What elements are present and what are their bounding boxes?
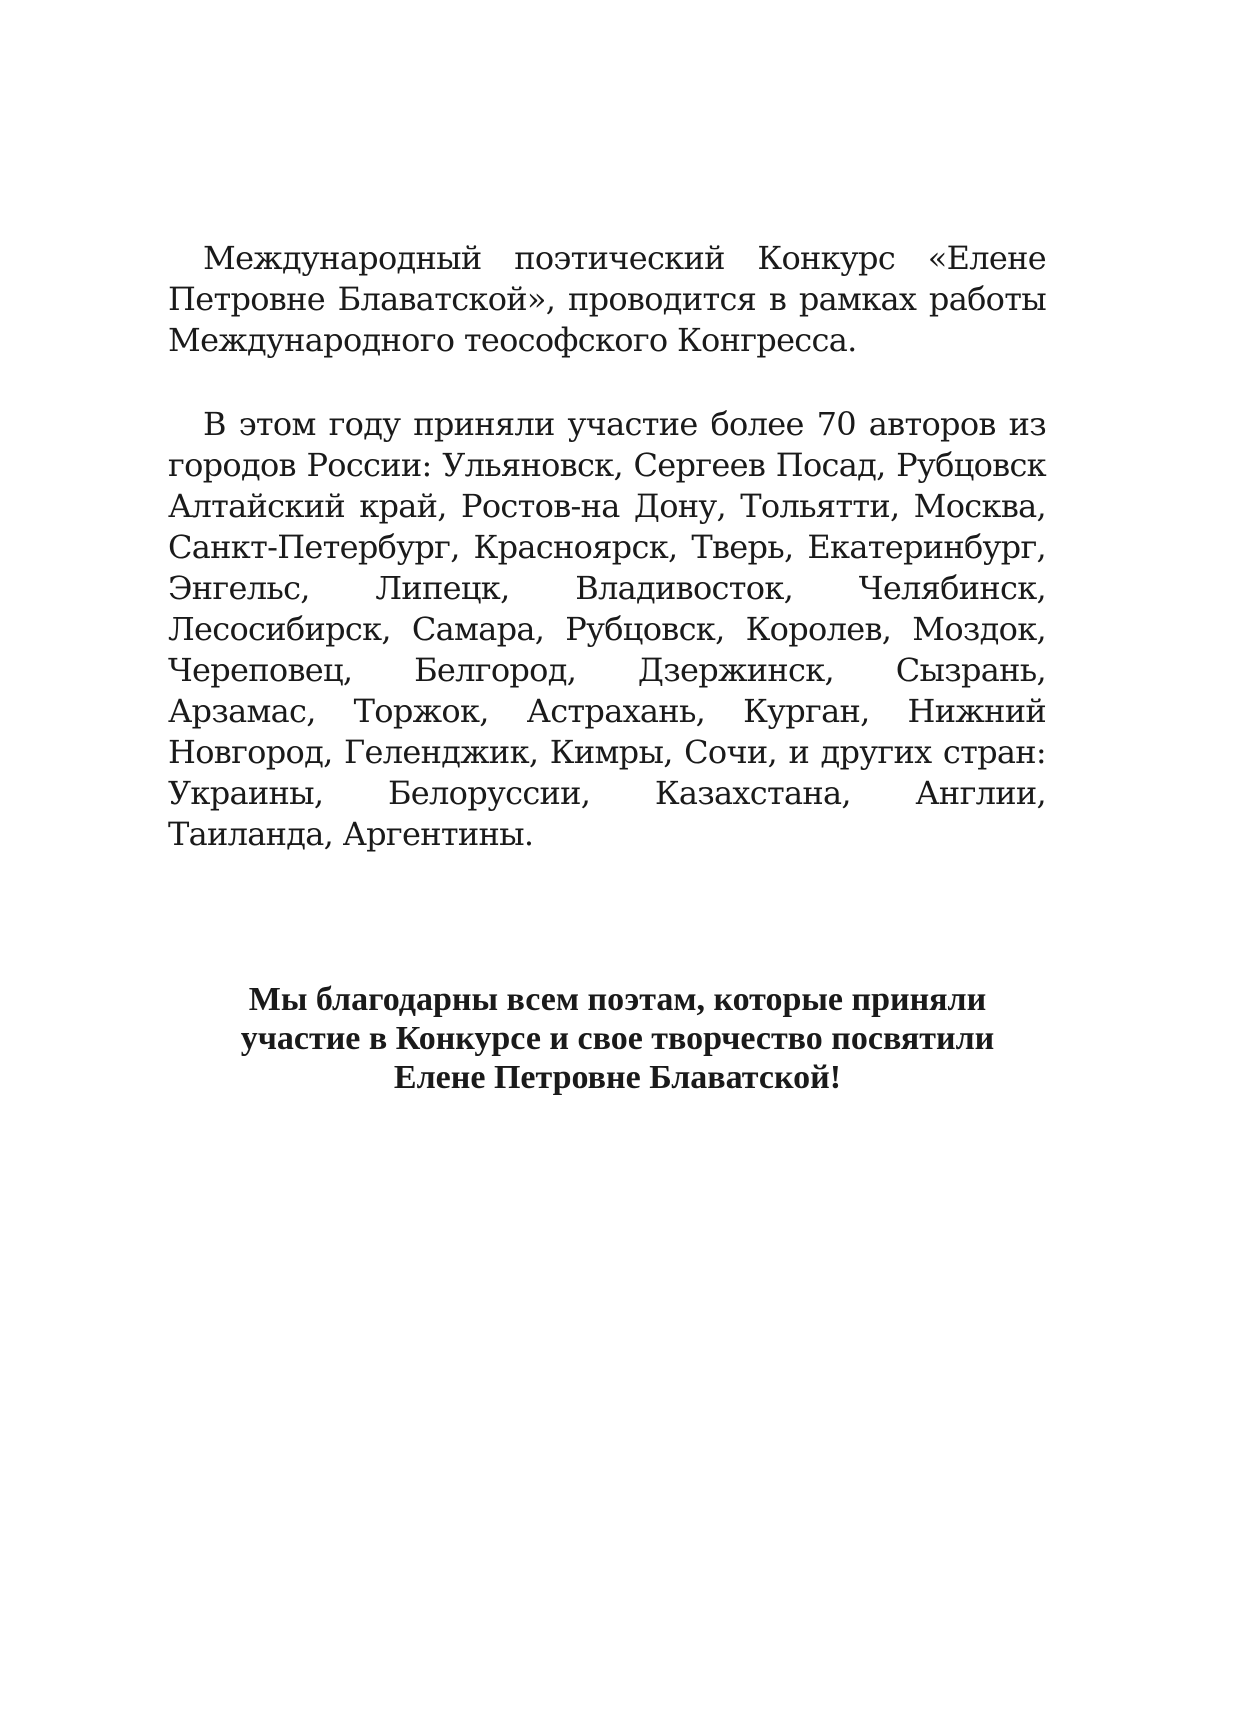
closing-line: участие в Конкурсе и свое творчество посвятили [240, 1020, 995, 1057]
paragraph-intro: Международный поэтический Конкурс «Елене Петровне Блаватской», проводится в рамках работы Международного теософского Конгресса. [168, 239, 1046, 359]
closing-line: Елене Петровне Блаватской! [393, 1059, 842, 1096]
paragraph-participants: В этом году приняли участие более 70 авторов из городов России: Ульяновск, Сергеев Посад, Рубцовск Алтайский край, Ростов-на Дону, Тольятти, Москва, Санкт-Петербург, Красноярск, Тверь, Екатеринбург, Энгельс, Липецк, Владивосток, Челябинск, Лесосибирск, Самара, Рубцовск, Королев, Моздок, Череповец, Белгород, Дзержинск, Сызрань, Арзамас, Торжок, Астрахань, Курган, Нижний Новгород, Геленджик, Кимры, Сочи, и других стран: Украины, Белоруссии, Казахстана, Англии, Таиланда, Аргентины. [168, 405, 1046, 853]
closing-line: Мы благодарны всем поэтам, которые приняли [248, 981, 987, 1018]
closing-statement [150, 980, 1085, 1097]
